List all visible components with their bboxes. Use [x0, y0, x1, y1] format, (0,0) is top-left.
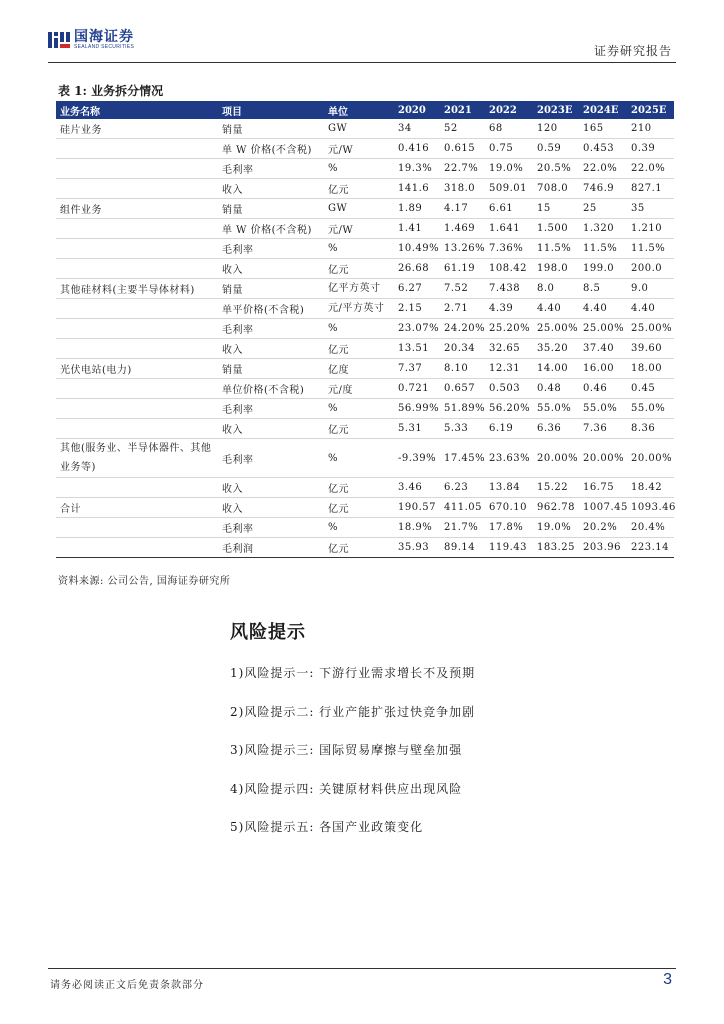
risk-section-title: 风险提示 — [230, 622, 306, 643]
table-row — [56, 299, 674, 319]
table-cell: 22.0% — [583, 163, 618, 174]
table-cell: 22.0% — [631, 163, 666, 174]
table-cell — [56, 259, 218, 279]
table-cell: 26.68 — [398, 263, 430, 274]
table-cell: 亿元 — [328, 425, 349, 436]
table-cell: 7.36 — [583, 423, 608, 434]
column-header: 项目 — [218, 101, 324, 119]
table-row — [56, 159, 674, 179]
table-cell: 21.7% — [444, 522, 479, 533]
table-cell: 8.0 — [537, 283, 555, 294]
table-cell: 其他硅材料(主要半导体材料) — [60, 285, 195, 296]
table-cell: 13.51 — [398, 343, 430, 354]
table-cell: 199.0 — [583, 263, 615, 274]
table-cell: 0.503 — [489, 383, 521, 394]
table-cell — [56, 379, 218, 399]
table-cell: 19.0% — [489, 163, 524, 174]
table-cell: 22.7% — [444, 163, 479, 174]
table-cell: 183.25 — [537, 542, 575, 553]
table-cell: % — [328, 452, 339, 464]
header-divider — [48, 62, 676, 63]
disclaimer-note: 请务必阅读正文后免责条款部分 — [50, 980, 204, 991]
table-cell: 销量 — [222, 205, 243, 216]
table-cell: 元/W — [328, 225, 354, 236]
table-cell: 亿元 — [328, 185, 349, 196]
table-cell: 223.14 — [631, 542, 669, 553]
table-row — [56, 538, 674, 558]
table-cell: 52 — [444, 123, 458, 134]
table-cell: 亿元 — [328, 345, 349, 356]
table-cell: % — [328, 323, 339, 334]
table-cell: 89.14 — [444, 542, 476, 553]
table-cell: 1093.46 — [631, 502, 676, 513]
table-cell: 0.721 — [398, 383, 430, 394]
report-type-label: 证券研究报告 — [593, 44, 672, 58]
table-cell: 15.22 — [537, 482, 569, 493]
risk-item: 2)风险提示二: 行业产能扩张过快竞争加剧 — [230, 704, 476, 719]
table-cell: 11.5% — [583, 243, 618, 254]
table-cell: 25.20% — [489, 323, 531, 334]
table-cell: 708.0 — [537, 183, 569, 194]
table-cell: % — [328, 243, 339, 254]
table-cell: 16.75 — [583, 482, 615, 493]
table-cell — [56, 179, 218, 199]
table-cell: 0.416 — [398, 143, 430, 154]
table-cell: 5.33 — [444, 423, 469, 434]
table-cell — [56, 419, 218, 439]
table-cell: 亿元 — [328, 504, 349, 515]
table-cell — [56, 399, 218, 419]
logo-chinese-name: 国海证券 — [74, 29, 134, 45]
table-cell: 毛利率 — [222, 165, 254, 176]
table-cell: 13.26% — [444, 243, 486, 254]
table-source-note: 资料来源: 公司公告, 国海证券研究所 — [58, 576, 231, 587]
table-cell: 亿元 — [328, 544, 349, 555]
table-cell: 收入 — [222, 345, 243, 356]
column-header: 业务名称 — [56, 101, 218, 119]
table-cell: 0.615 — [444, 143, 476, 154]
risk-item: 4)风险提示四: 关键原材料供应出现风险 — [230, 781, 463, 796]
table-cell — [56, 299, 218, 319]
sealand-logo-icon — [48, 30, 70, 50]
table-cell: 20.34 — [444, 343, 476, 354]
table-cell: 销量 — [222, 285, 243, 296]
table-cell: 16.00 — [583, 363, 615, 374]
table-cell: 收入 — [222, 425, 243, 436]
table-cell: 20.00% — [537, 452, 579, 464]
table-cell: % — [328, 403, 339, 414]
table-cell: 20.5% — [537, 163, 572, 174]
table-cell: 收入 — [222, 504, 243, 515]
table-row — [56, 439, 674, 478]
table-row — [56, 339, 674, 359]
table-cell: -9.39% — [398, 452, 437, 464]
table-cell: 亿平方英寸 — [328, 283, 381, 294]
table-cell: % — [328, 163, 339, 174]
table-cell: 2.71 — [444, 303, 469, 314]
table-cell — [56, 219, 218, 239]
table-cell: 20.4% — [631, 522, 666, 533]
table-cell: 318.0 — [444, 183, 476, 194]
table-cell — [56, 159, 218, 179]
table-cell: 746.9 — [583, 183, 615, 194]
table-cell: 毛利率 — [222, 245, 254, 256]
risk-item: 5)风险提示五: 各国产业政策变化 — [230, 820, 424, 834]
table-cell: GW — [328, 203, 348, 214]
table-cell: 收入 — [222, 484, 243, 495]
table-cell: GW — [328, 123, 348, 134]
table-cell: 亿度 — [328, 365, 349, 376]
table-cell: 0.657 — [444, 383, 476, 394]
table-row — [56, 359, 674, 379]
table-cell: 13.84 — [489, 482, 521, 493]
table-cell: 7.438 — [489, 283, 521, 294]
table-cell: 毛利率 — [222, 325, 254, 336]
table-cell: 光伏电站(电力) — [60, 365, 132, 376]
table-cell: 24.20% — [444, 323, 486, 334]
table-cell: 8.10 — [444, 363, 469, 374]
table-row — [56, 419, 674, 439]
table-cell: 5.31 — [398, 423, 423, 434]
column-header: 2023E — [533, 101, 579, 119]
table-cell: 组件业务 — [60, 205, 102, 216]
table-cell: 7.52 — [444, 283, 469, 294]
table-row — [56, 399, 674, 419]
table-cell: 35 — [631, 203, 645, 214]
table-row — [56, 478, 674, 498]
table-cell: 35.93 — [398, 542, 430, 553]
table-row — [56, 498, 674, 518]
table-cell: 68 — [489, 123, 503, 134]
table-cell: 51.89% — [444, 403, 486, 414]
table-cell: 收入 — [222, 265, 243, 276]
table-cell: 1.89 — [398, 203, 423, 214]
footer-divider — [48, 968, 676, 969]
table-cell — [56, 319, 218, 339]
table-cell: 20.00% — [631, 452, 673, 464]
table-cell: 12.31 — [489, 363, 521, 374]
table-cell — [56, 478, 218, 498]
table-cell: 25.00% — [583, 323, 625, 334]
risk-list — [230, 664, 475, 857]
column-header: 2022 — [485, 101, 533, 119]
company-logo — [48, 30, 134, 50]
table-cell: 37.40 — [583, 343, 615, 354]
table-cell: 15 — [537, 203, 551, 214]
table-cell: 23.63% — [489, 452, 531, 464]
table-cell: 4.40 — [537, 303, 562, 314]
table-cell: 销量 — [222, 365, 243, 376]
table-cell: 827.1 — [631, 183, 663, 194]
table-cell: 25 — [583, 203, 597, 214]
table-cell: 210 — [631, 123, 652, 134]
column-header: 2025E — [627, 101, 674, 119]
table-cell: 合计 — [60, 504, 81, 515]
table-cell: 35.20 — [537, 343, 569, 354]
table-header-row — [56, 101, 674, 119]
table-cell: 毛利率 — [222, 405, 254, 416]
table-cell: 9.0 — [631, 283, 649, 294]
table-cell: 单位价格(不含税) — [222, 385, 305, 396]
table-cell: 32.65 — [489, 343, 521, 354]
table-cell: 7.37 — [398, 363, 423, 374]
table-cell: 收入 — [222, 185, 243, 196]
risk-item: 1)风险提示一: 下游行业需求增长不及预期 — [230, 666, 476, 680]
table-cell: 509.01 — [489, 183, 527, 194]
table-cell: 1.41 — [398, 223, 423, 234]
table-cell: 19.0% — [537, 522, 572, 533]
table-cell: 8.5 — [583, 283, 601, 294]
logo-english-name: SEALAND SECURITIES — [74, 44, 135, 50]
table-cell: 4.39 — [489, 303, 514, 314]
table-cell: 120 — [537, 123, 558, 134]
table-cell: 0.39 — [631, 143, 656, 154]
table-cell: 0.48 — [537, 383, 562, 394]
table-cell: 141.6 — [398, 183, 430, 194]
table-cell: 1.500 — [537, 223, 569, 234]
column-header: 2021 — [440, 101, 485, 119]
table-cell: 3.46 — [398, 482, 423, 493]
table-cell — [56, 538, 218, 558]
table-row — [56, 279, 674, 299]
table-cell: 25.00% — [537, 323, 579, 334]
table-cell: 亿元 — [328, 484, 349, 495]
table-cell — [56, 339, 218, 359]
table-cell: 其他(服务业、半导体器件、其他业务等) — [60, 443, 212, 473]
table-row — [56, 199, 674, 219]
table-title: 表 1: 业务拆分情况 — [58, 84, 164, 98]
table-cell: 20.00% — [583, 452, 625, 464]
table-cell: 6.27 — [398, 283, 423, 294]
column-header: 2024E — [579, 101, 627, 119]
table-row — [56, 139, 674, 159]
table-row — [56, 518, 674, 538]
table-cell: 61.19 — [444, 263, 476, 274]
table-row — [56, 219, 674, 239]
table-cell: 硅片业务 — [60, 125, 102, 136]
table-cell: 55.0% — [631, 403, 666, 414]
table-cell: 0.75 — [489, 143, 514, 154]
table-cell: 10.49% — [398, 243, 440, 254]
table-cell: 190.57 — [398, 502, 436, 513]
table-cell: 200.0 — [631, 263, 663, 274]
table-cell: 0.59 — [537, 143, 562, 154]
page-header — [48, 30, 676, 62]
table-cell: 8.36 — [631, 423, 656, 434]
table-cell: 34 — [398, 123, 412, 134]
table-cell: 0.46 — [583, 383, 608, 394]
table-cell: 55.0% — [537, 403, 572, 414]
table-cell: 0.453 — [583, 143, 615, 154]
table-row — [56, 239, 674, 259]
table-cell: 单 W 价格(不含税) — [222, 145, 312, 156]
table-cell: 56.20% — [489, 403, 531, 414]
table-cell: 毛利率 — [222, 524, 254, 535]
table-cell: 39.60 — [631, 343, 663, 354]
table-cell: 1.469 — [444, 223, 476, 234]
table-cell: 18.42 — [631, 482, 663, 493]
business-breakdown-table — [56, 101, 674, 558]
table-cell: 55.0% — [583, 403, 618, 414]
table-cell: 14.00 — [537, 363, 569, 374]
table-cell: 18.00 — [631, 363, 663, 374]
table-cell: 1007.45 — [583, 502, 628, 513]
table-row — [56, 379, 674, 399]
table-row — [56, 259, 674, 279]
table-cell: % — [328, 522, 339, 533]
table-cell: 11.5% — [537, 243, 572, 254]
table-cell: 元/度 — [328, 385, 353, 396]
table-cell: 销量 — [222, 125, 243, 136]
table-cell: 198.0 — [537, 263, 569, 274]
table-cell: 单平价格(不含税) — [222, 305, 305, 316]
table-cell — [56, 518, 218, 538]
table-cell: 19.3% — [398, 163, 433, 174]
table-cell: 1.210 — [631, 223, 663, 234]
table-cell: 4.40 — [583, 303, 608, 314]
table-cell: 17.8% — [489, 522, 524, 533]
table-cell: 6.61 — [489, 203, 514, 214]
table-cell: 962.78 — [537, 502, 575, 513]
table-cell: 6.36 — [537, 423, 562, 434]
table-cell: 23.07% — [398, 323, 440, 334]
table-cell: 毛利润 — [222, 544, 254, 555]
table-cell: 18.9% — [398, 522, 433, 533]
table-cell — [56, 239, 218, 259]
table-cell: 元/W — [328, 145, 354, 156]
table-cell — [56, 139, 218, 159]
table-cell: 1.320 — [583, 223, 615, 234]
table-cell: 6.19 — [489, 423, 514, 434]
table-cell: 1.641 — [489, 223, 521, 234]
table-cell: 670.10 — [489, 502, 527, 513]
table-cell: 7.36% — [489, 243, 524, 254]
page-number: 3 — [663, 971, 672, 988]
table-cell: 20.2% — [583, 522, 618, 533]
table-row — [56, 179, 674, 199]
table-cell: 亿元 — [328, 265, 349, 276]
table-cell: 203.96 — [583, 542, 621, 553]
table-cell: 2.15 — [398, 303, 423, 314]
table-cell: 4.17 — [444, 203, 469, 214]
table-cell: 4.40 — [631, 303, 656, 314]
table-cell: 0.45 — [631, 383, 656, 394]
table-cell: 11.5% — [631, 243, 666, 254]
table-cell: 56.99% — [398, 403, 440, 414]
column-header: 单位 — [324, 101, 394, 119]
table-cell: 411.05 — [444, 502, 482, 513]
table-row — [56, 119, 674, 139]
table-cell: 6.23 — [444, 482, 469, 493]
table-cell: 元/平方英寸 — [328, 303, 385, 314]
column-header: 2020 — [394, 101, 440, 119]
table-cell: 单 W 价格(不含税) — [222, 225, 312, 236]
table-cell: 毛利率 — [222, 454, 254, 466]
table-row — [56, 319, 674, 339]
table-cell: 108.42 — [489, 263, 527, 274]
risk-item: 3)风险提示三: 国际贸易摩擦与壁垒加强 — [230, 743, 463, 757]
table-cell: 119.43 — [489, 542, 527, 553]
table-cell: 165 — [583, 123, 604, 134]
table-cell: 25.00% — [631, 323, 673, 334]
table-cell: 17.45% — [444, 452, 486, 464]
